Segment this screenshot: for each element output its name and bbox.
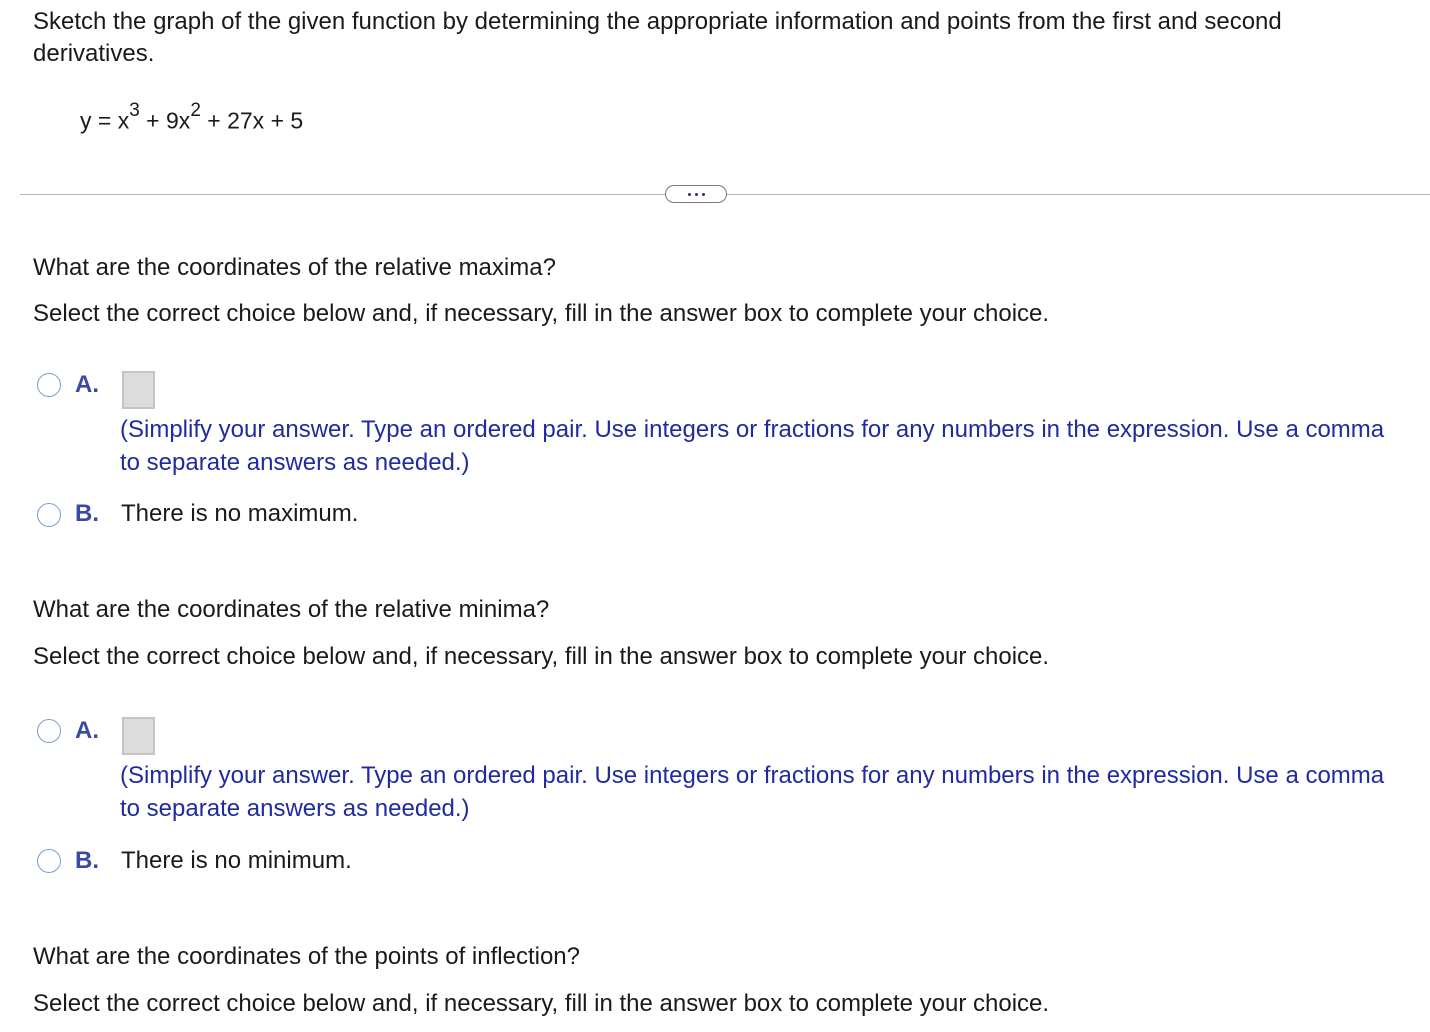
inflection-question: What are the coordinates of the points of inflection? bbox=[33, 943, 580, 970]
minima-question: What are the coordinates of the relative minima? bbox=[33, 596, 550, 623]
minima-choice-b-letter: B. bbox=[75, 847, 99, 874]
maxima-answer-input[interactable] bbox=[122, 371, 155, 409]
maxima-choice-b-radio[interactable] bbox=[37, 503, 61, 527]
maxima-choice-b-text[interactable]: There is no maximum. bbox=[121, 500, 359, 527]
equation-exponent-3: 3 bbox=[129, 100, 140, 121]
maxima-choice-a-radio[interactable] bbox=[37, 373, 61, 397]
equation-middle-term: + 9x bbox=[139, 107, 191, 134]
maxima-question: What are the coordinates of the relative maxima? bbox=[33, 254, 556, 281]
minima-instruction: Select the correct choice below and, if necessary, fill in the answer box to complete your choice. bbox=[33, 643, 1050, 670]
minima-choice-b-radio[interactable] bbox=[37, 849, 61, 873]
equation-rest: + 27x + 5 bbox=[200, 107, 304, 134]
maxima-choice-a-letter: A. bbox=[75, 371, 99, 398]
maxima-answer-hint: (Simplify your answer. Type an ordered pair. Use integers or fractions for any numbers in the expression. Use a comma to separate answers as needed.) bbox=[120, 416, 1385, 476]
equation-lhs: y = x bbox=[80, 107, 130, 134]
problem-prompt: Sketch the graph of the given function by determining the appropriate information and points from the first and second derivatives. bbox=[33, 8, 1282, 67]
function-equation bbox=[80, 100, 303, 136]
minima-choice-a-radio[interactable] bbox=[37, 719, 61, 743]
minima-choice-a-letter: A. bbox=[75, 717, 99, 744]
minima-answer-input[interactable] bbox=[122, 717, 155, 755]
ellipsis-icon[interactable] bbox=[665, 185, 727, 203]
maxima-choice-b-letter: B. bbox=[75, 500, 99, 527]
minima-answer-hint: (Simplify your answer. Type an ordered pair. Use integers or fractions for any numbers in the expression. Use a comma to separate answers as needed.) bbox=[120, 762, 1385, 822]
equation-exponent-2: 2 bbox=[190, 100, 201, 121]
inflection-instruction: Select the correct choice below and, if necessary, fill in the answer box to complete your choice. bbox=[33, 990, 1050, 1017]
maxima-instruction: Select the correct choice below and, if necessary, fill in the answer box to complete your choice. bbox=[33, 300, 1050, 327]
minima-choice-b-text[interactable]: There is no minimum. bbox=[121, 847, 352, 874]
